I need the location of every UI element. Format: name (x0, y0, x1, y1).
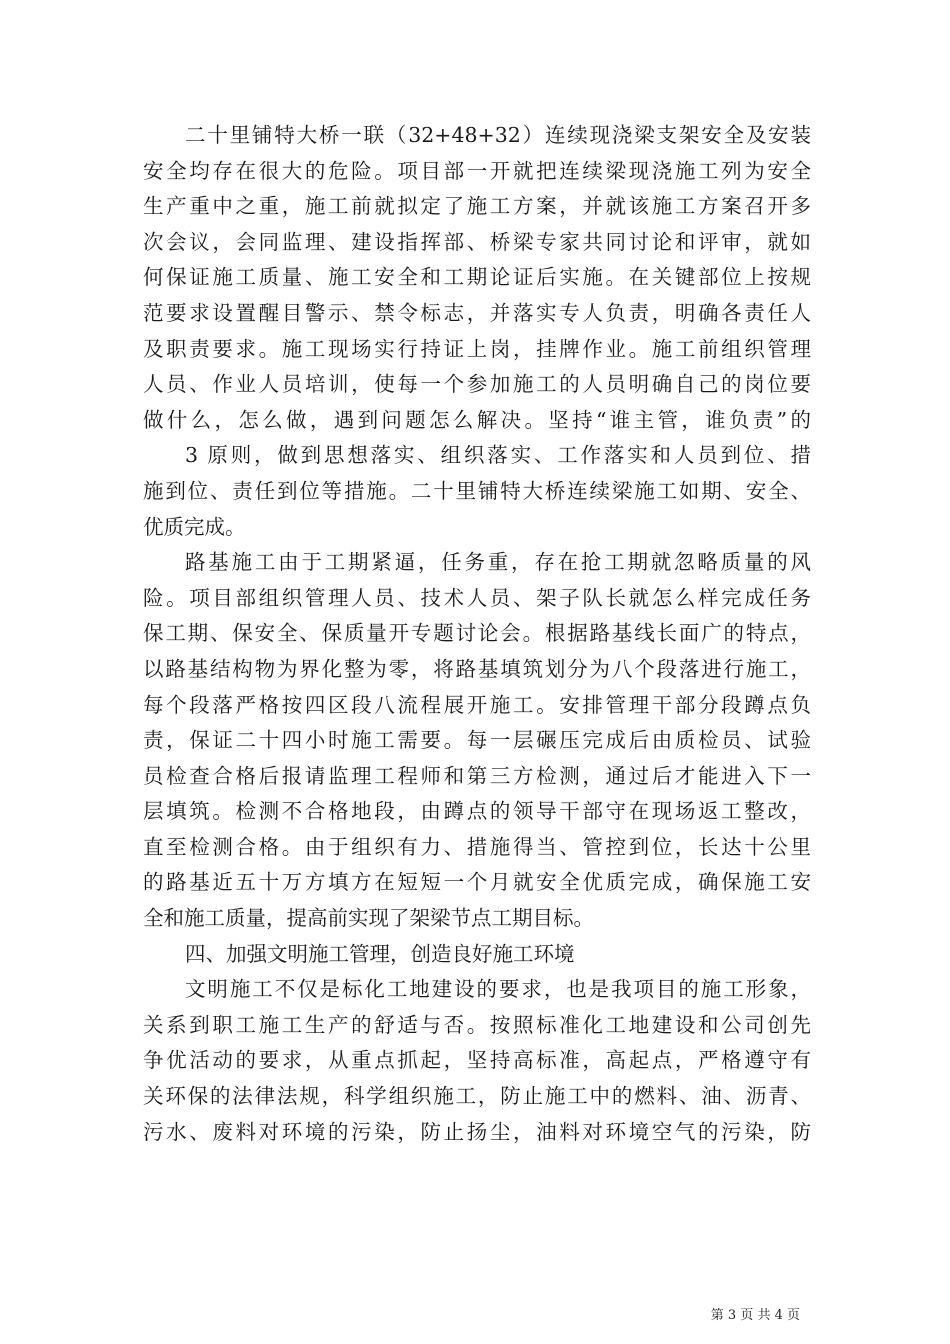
text-line: 做什么，怎么做，遇到问题怎么解决。坚持“谁主管，谁负责”的 (143, 407, 811, 432)
text-line: 四、加强文明施工管理，创造良好施工环境 (185, 941, 575, 966)
text-line: 责，保证二十四小时施工需要。每一层碾压完成后由质检员、试验 (143, 728, 811, 753)
text-line: 路基施工由于工期紧逼，任务重，存在抢工期就忽略质量的风 (185, 550, 811, 575)
text-line: 人员、作业人员培训，使每一个参加施工的人员明确自己的岗位要 (143, 372, 811, 397)
text-line: 直至检测合格。由于组织有力、措施得当、管控到位，长达十公里 (143, 834, 811, 859)
text-line: 优质完成。 (143, 514, 246, 539)
text-line: 以路基结构物为界化整为零，将路基填筑划分为八个段落进行施工， (143, 656, 811, 681)
text-line: 污水、废料对环境的污染，防止扬尘，油料对环境空气的污染，防 (143, 1119, 811, 1144)
text-line: 次会议，会同监理、建设指挥部、桥梁专家共同讨论和评审，就如 (143, 229, 811, 254)
text-line: 二十里铺特大桥一联（32+48+32）连续现浇梁支架安全及安装 (185, 123, 811, 147)
text-line: 员检查合格后报请监理工程师和第三方检测，通过后才能进入下一 (143, 763, 811, 788)
text-line: 范要求设置醒目警示、禁令标志，并落实专人负责，明确各责任人 (143, 300, 811, 325)
text-line: 安全均存在很大的危险。项目部一开就把连续梁现浇施工列为安全 (143, 158, 811, 183)
text-line: 层填筑。检测不合格地段，由蹲点的领导干部守在现场返工整改， (143, 799, 811, 824)
text-line: 生产重中之重，施工前就拟定了施工方案，并就该施工方案召开多 (143, 194, 811, 219)
text-line: 的路基近五十万方填方在短短一个月就安全优质完成，确保施工安 (143, 870, 811, 895)
text-line: 关系到职工施工生产的舒适与否。按照标准化工地建设和公司创先 (143, 1012, 811, 1037)
text-line: 3 原则，做到思想落实、组织落实、工作落实和人员到位、措 (185, 443, 811, 468)
document-body (143, 118, 811, 1150)
page-number-footer: 第 3 页 共 4 页 (710, 1308, 800, 1323)
text-line: 及职责要求。施工现场实行持证上岗，挂牌作业。施工前组织管理 (143, 336, 811, 361)
text-line: 每个段落严格按四区段八流程展开施工。安排管理干部分段蹲点负 (143, 692, 811, 717)
text-line: 何保证施工质量、施工安全和工期论证后实施。在关键部位上按规 (143, 265, 811, 290)
text-line: 文明施工不仅是标化工地建设的要求，也是我项目的施工形象， (185, 977, 811, 1002)
text-line: 保工期、保安全、保质量开专题讨论会。根据路基线长面广的特点， (143, 621, 811, 646)
text-line: 争优活动的要求，从重点抓起，坚持高标准，高起点，严格遵守有 (143, 1048, 811, 1073)
text-line: 全和施工质量，提高前实现了架梁节点工期目标。 (143, 906, 594, 931)
text-line: 施到位、责任到位等措施。二十里铺特大桥连续梁施工如期、安全、 (143, 478, 811, 503)
text-line: 险。项目部组织管理人员、技术人员、架子队长就怎么样完成任务 (143, 585, 811, 610)
text-line: 关环保的法律法规，科学组织施工，防止施工中的燃料、油、沥青、 (143, 1084, 811, 1109)
